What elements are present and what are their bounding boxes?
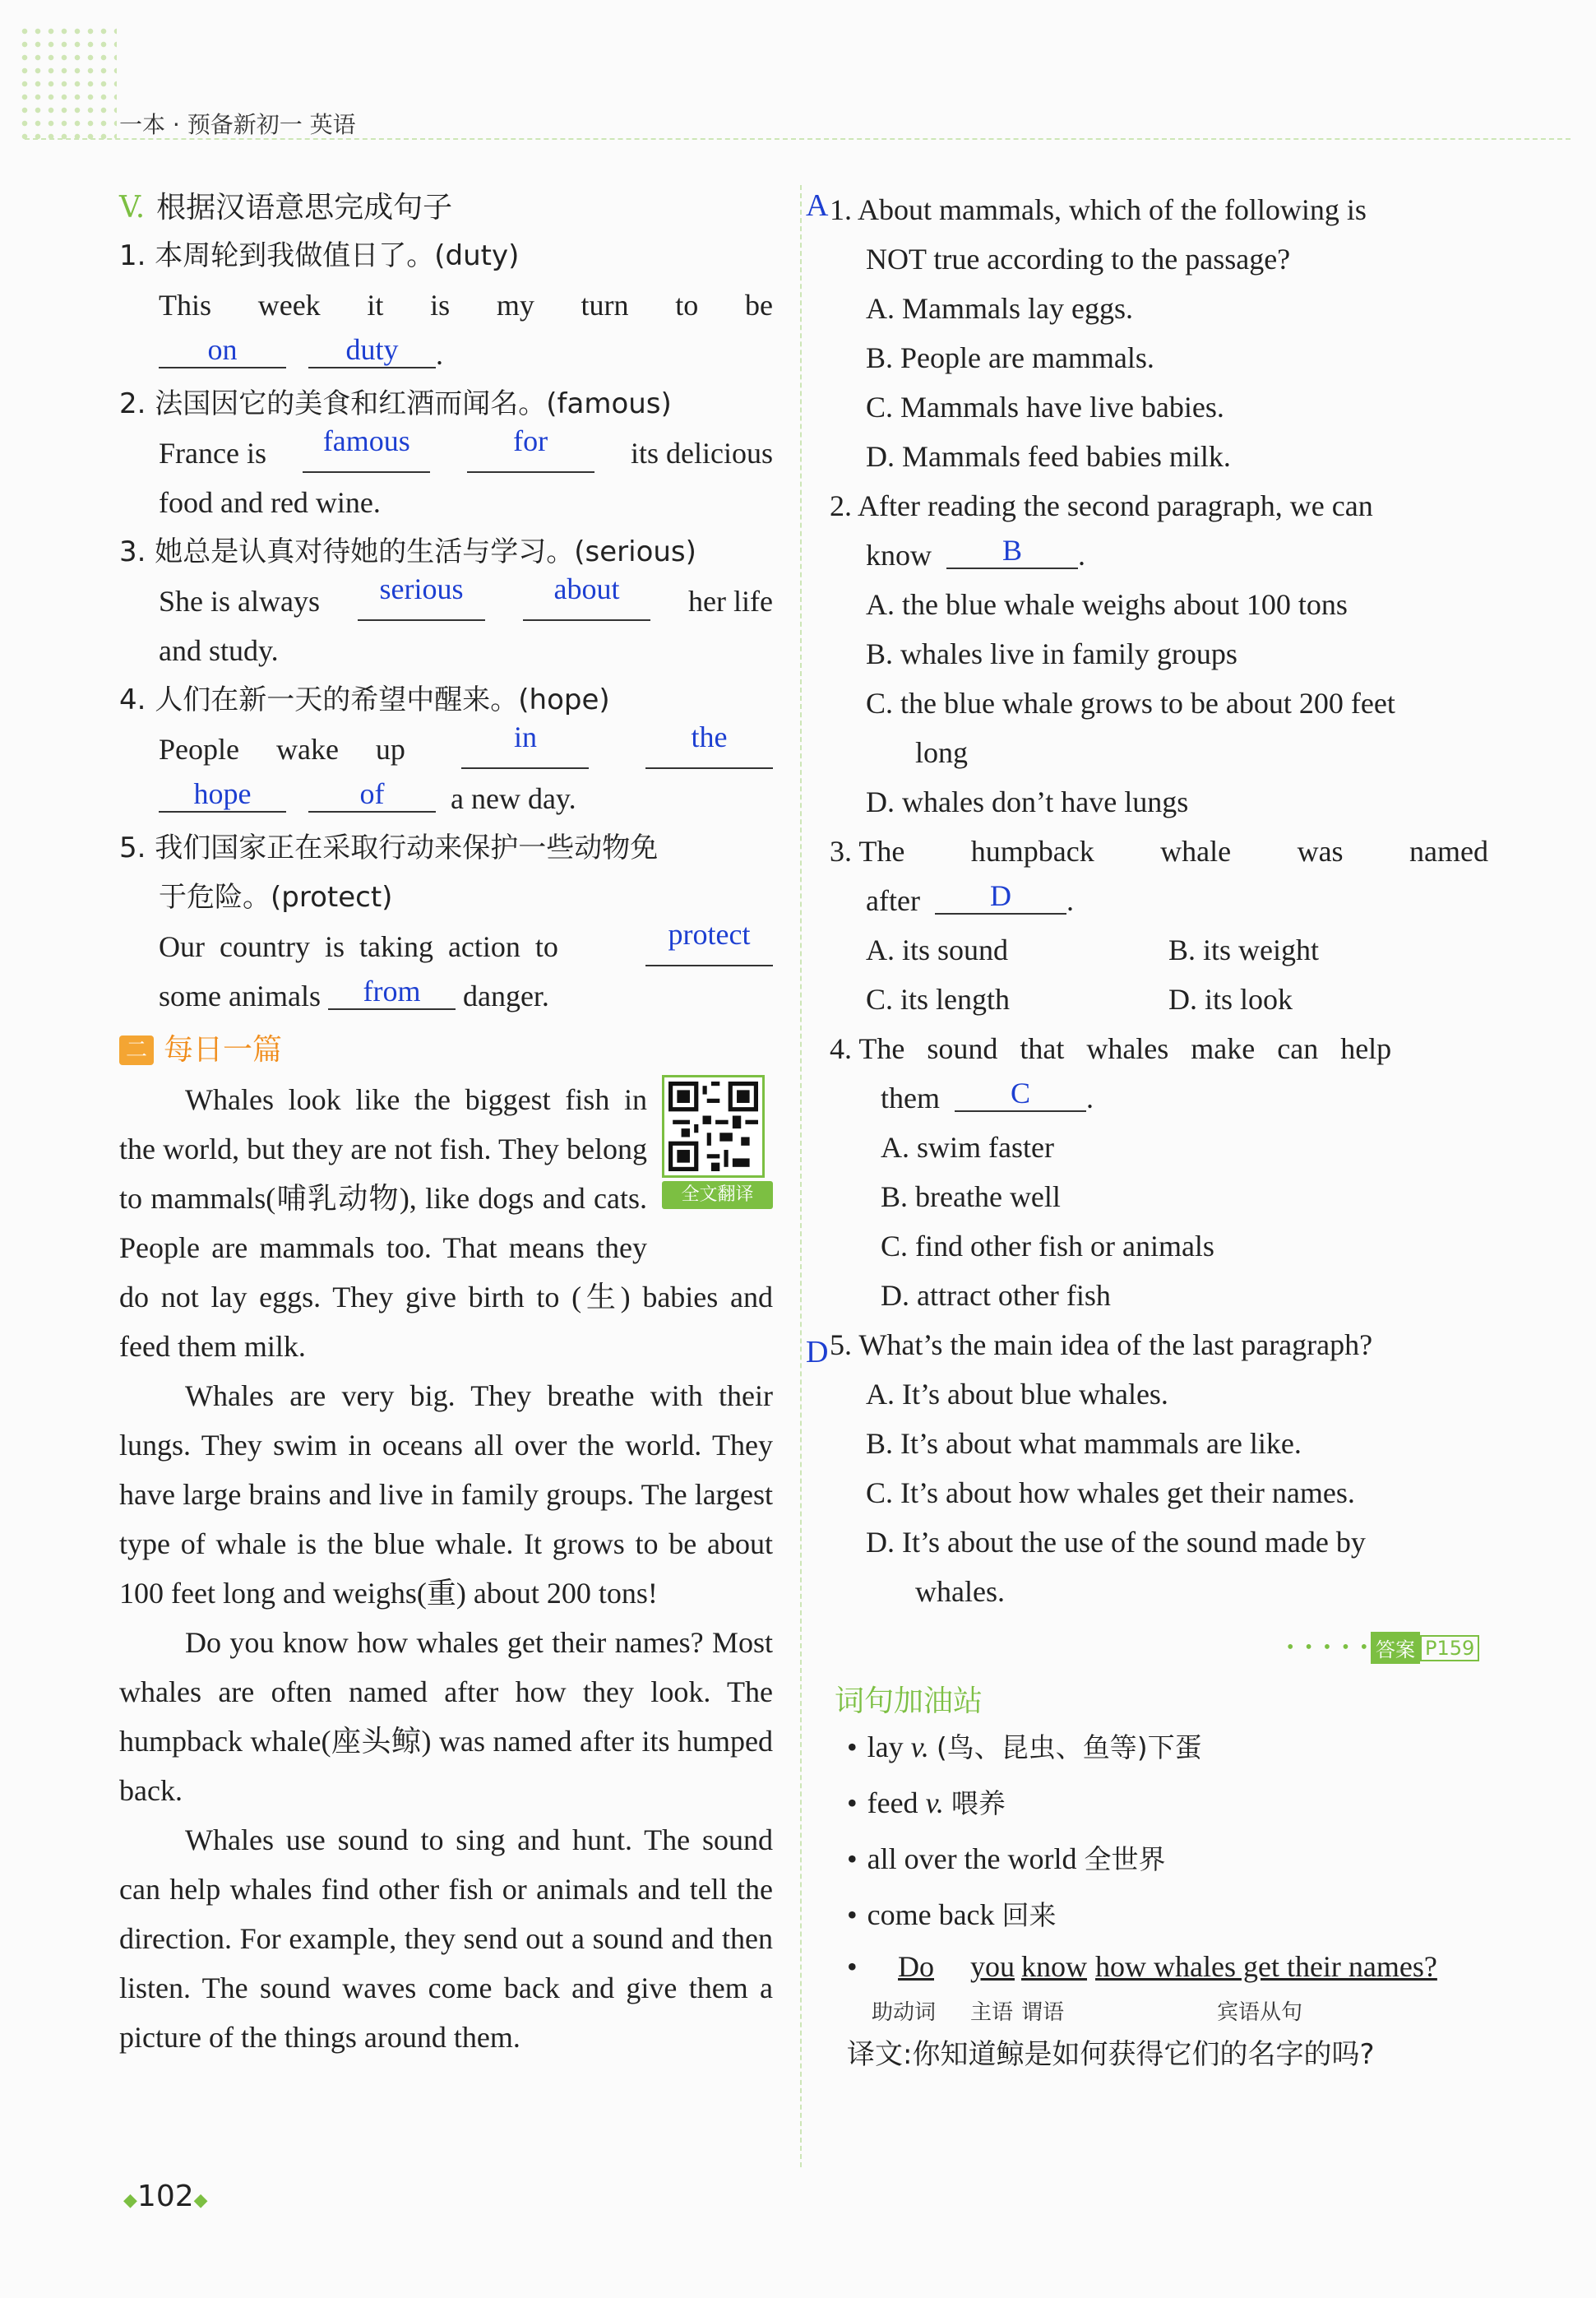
daily-reading-title: 二 每日一篇 bbox=[119, 1026, 773, 1075]
answer-blank: about bbox=[523, 572, 650, 621]
answer-blank: famous bbox=[303, 424, 430, 473]
paragraph: Whales are very big. They breathe with their lungs. They swim in oceans all over the world. They have large brains and live in family groups. The largest type of whale is the blue whale. It grows to be about 100 feet long and weighs(重) about 200 tons! bbox=[119, 1379, 773, 1610]
option: B. whales live in family groups bbox=[866, 637, 1237, 670]
answer-reference[interactable]: • • • • • 答案 P159 bbox=[1287, 1632, 1479, 1664]
page-number: ◆102◆ bbox=[123, 2180, 208, 2213]
grammar-analysis: • Do you know how whales get their names? 助动词 主语 谓语 宾语从句 bbox=[847, 1950, 1437, 2025]
reading-passage bbox=[119, 1075, 773, 2062]
answer-blank: protect bbox=[645, 917, 773, 966]
question-stem: know B . bbox=[866, 534, 1085, 572]
option: D. It’s about the use of the sound made by bbox=[866, 1526, 1366, 1559]
option: C. It’s about how whales get their names. bbox=[866, 1476, 1355, 1509]
answer-blank: D bbox=[935, 878, 1066, 915]
option: C. the blue whale grows to be about 200 feet bbox=[866, 687, 1395, 720]
option: A. It’s about blue whales. bbox=[866, 1378, 1168, 1411]
answer-line: People wake up in the bbox=[119, 725, 773, 774]
page-header: 一本 · 预备新初一 英语 bbox=[119, 111, 356, 138]
vocab-title: 词句加油站 bbox=[835, 1684, 983, 1718]
question-cn: 5. 我们国家正在采取行动来保护一些动物免 bbox=[119, 832, 659, 864]
answer-line: This week it is my turn to be bbox=[159, 289, 773, 322]
answer-blank: serious bbox=[358, 572, 485, 621]
answer-blank: C bbox=[955, 1076, 1086, 1112]
answer-line: some animals from danger. bbox=[159, 975, 549, 1012]
answer-blank: from bbox=[328, 974, 456, 1010]
option: B. People are mammals. bbox=[866, 341, 1154, 374]
answer-blank: for bbox=[467, 424, 594, 473]
paragraph: Whales look like the biggest fish in the world, but they are not fish. They belong to mammals(哺乳动物), like dogs and cats. People are mammals too. That means they do not lay eggs. They give birth to (生) babies and feed them milk. bbox=[119, 1083, 773, 1363]
vocab-item: • lay v. (鸟、昆虫、鱼等)下蛋 bbox=[847, 1730, 1202, 1763]
option: D. whales don’t have lungs bbox=[866, 785, 1189, 818]
paragraph: Do you know how whales get their names? Most whales are often named after how they look. The humpback whale(座头鲸) was named after its humped back. bbox=[119, 1626, 773, 1807]
option: B. It’s about what mammals are like. bbox=[866, 1427, 1302, 1460]
answer-blank: on bbox=[159, 332, 286, 368]
answer-line: hope of a new day. bbox=[119, 774, 773, 823]
option-row: A. its sound B. its weight bbox=[866, 934, 1320, 966]
question-stem: NOT true according to the passage? bbox=[866, 243, 1291, 276]
section-badge: 二 bbox=[119, 1035, 154, 1065]
option-row: C. its length D. its look bbox=[866, 983, 1293, 1016]
answer-line: Our country is taking action to protect bbox=[119, 922, 773, 971]
option: B. breathe well bbox=[881, 1180, 1061, 1213]
question-stem: 4. The sound that whales make can help bbox=[830, 1032, 1392, 1065]
option: D. Mammals feed babies milk. bbox=[866, 440, 1231, 473]
question-stem: 3. The humpback whale was named bbox=[830, 835, 1488, 868]
question-cn: 3. 她总是认真对待她的生活与学习。(serious) bbox=[119, 535, 696, 568]
handwritten-answer: D bbox=[806, 1335, 829, 1369]
handwritten-answer: A bbox=[806, 188, 829, 223]
option: C. find other fish or animals bbox=[881, 1230, 1214, 1263]
section-title: V. 根据汉语意思完成句子 bbox=[119, 191, 453, 225]
option: C. Mammals have live babies. bbox=[866, 391, 1224, 424]
vocab-list bbox=[847, 1719, 1488, 2079]
option: long bbox=[915, 736, 969, 769]
question-cn: 于危险。(protect) bbox=[159, 881, 393, 914]
answer-blank: B bbox=[946, 533, 1078, 569]
answer-blank: in bbox=[461, 720, 589, 769]
option: whales. bbox=[915, 1575, 1005, 1608]
option: A. Mammals lay eggs. bbox=[866, 292, 1133, 325]
qr-code[interactable] bbox=[662, 1075, 773, 1219]
question-stem: 1. About mammals, which of the following is bbox=[830, 193, 1367, 226]
qr-label: 全文翻译 bbox=[662, 1181, 773, 1209]
answer-blank: duty bbox=[308, 332, 436, 368]
vocab-item: • all over the world 全世界 bbox=[847, 1842, 1166, 1875]
translation: 译文:你知道鲸是如何获得它们的名字的吗? bbox=[847, 2038, 1375, 2071]
question-stem: after D . bbox=[866, 879, 1074, 917]
vocab-item: • feed v. 喂养 bbox=[847, 1786, 1006, 1819]
qr-icon bbox=[662, 1075, 765, 1178]
left-column bbox=[119, 185, 773, 2062]
option: A. swim faster bbox=[881, 1131, 1054, 1164]
answer-blank: hope bbox=[159, 776, 286, 813]
option: A. the blue whale weighs about 100 tons bbox=[866, 588, 1348, 621]
question-cn: 4. 人们在新一天的希望中醒来。(hope) bbox=[119, 683, 610, 716]
question-stem: them C . bbox=[881, 1077, 1094, 1114]
answer-line: on duty . bbox=[119, 330, 773, 379]
paragraph: Whales use sound to sing and hunt. The sound can help whales find other fish or animals and tell the direction. For example, they send out a sound and then listen. The sound waves come back and give them a picture of the things around them. bbox=[119, 1823, 773, 2054]
answer-line: and study. bbox=[159, 634, 279, 667]
corner-dots bbox=[18, 25, 117, 140]
question-cn: 2. 法国因它的美食和红酒而闻名。(famous) bbox=[119, 387, 672, 420]
option: D. attract other fish bbox=[881, 1279, 1111, 1312]
answer-line: She is always serious about her life bbox=[119, 577, 773, 626]
answer-blank: of bbox=[308, 776, 436, 813]
header-divider bbox=[25, 138, 1571, 140]
answer-line: France is famous for its delicious bbox=[119, 429, 773, 478]
answer-blank: the bbox=[645, 720, 773, 769]
vocab-item: • come back 回来 bbox=[847, 1898, 1057, 1931]
right-column bbox=[802, 185, 1488, 1616]
question-stem: 2. After reading the second paragraph, we can bbox=[830, 489, 1373, 522]
question-stem: 5. What’s the main idea of the last paragraph? bbox=[830, 1328, 1373, 1361]
answer-line: food and red wine. bbox=[159, 486, 381, 519]
question-cn: 1. 本周轮到我做值日了。(duty) bbox=[119, 239, 520, 272]
